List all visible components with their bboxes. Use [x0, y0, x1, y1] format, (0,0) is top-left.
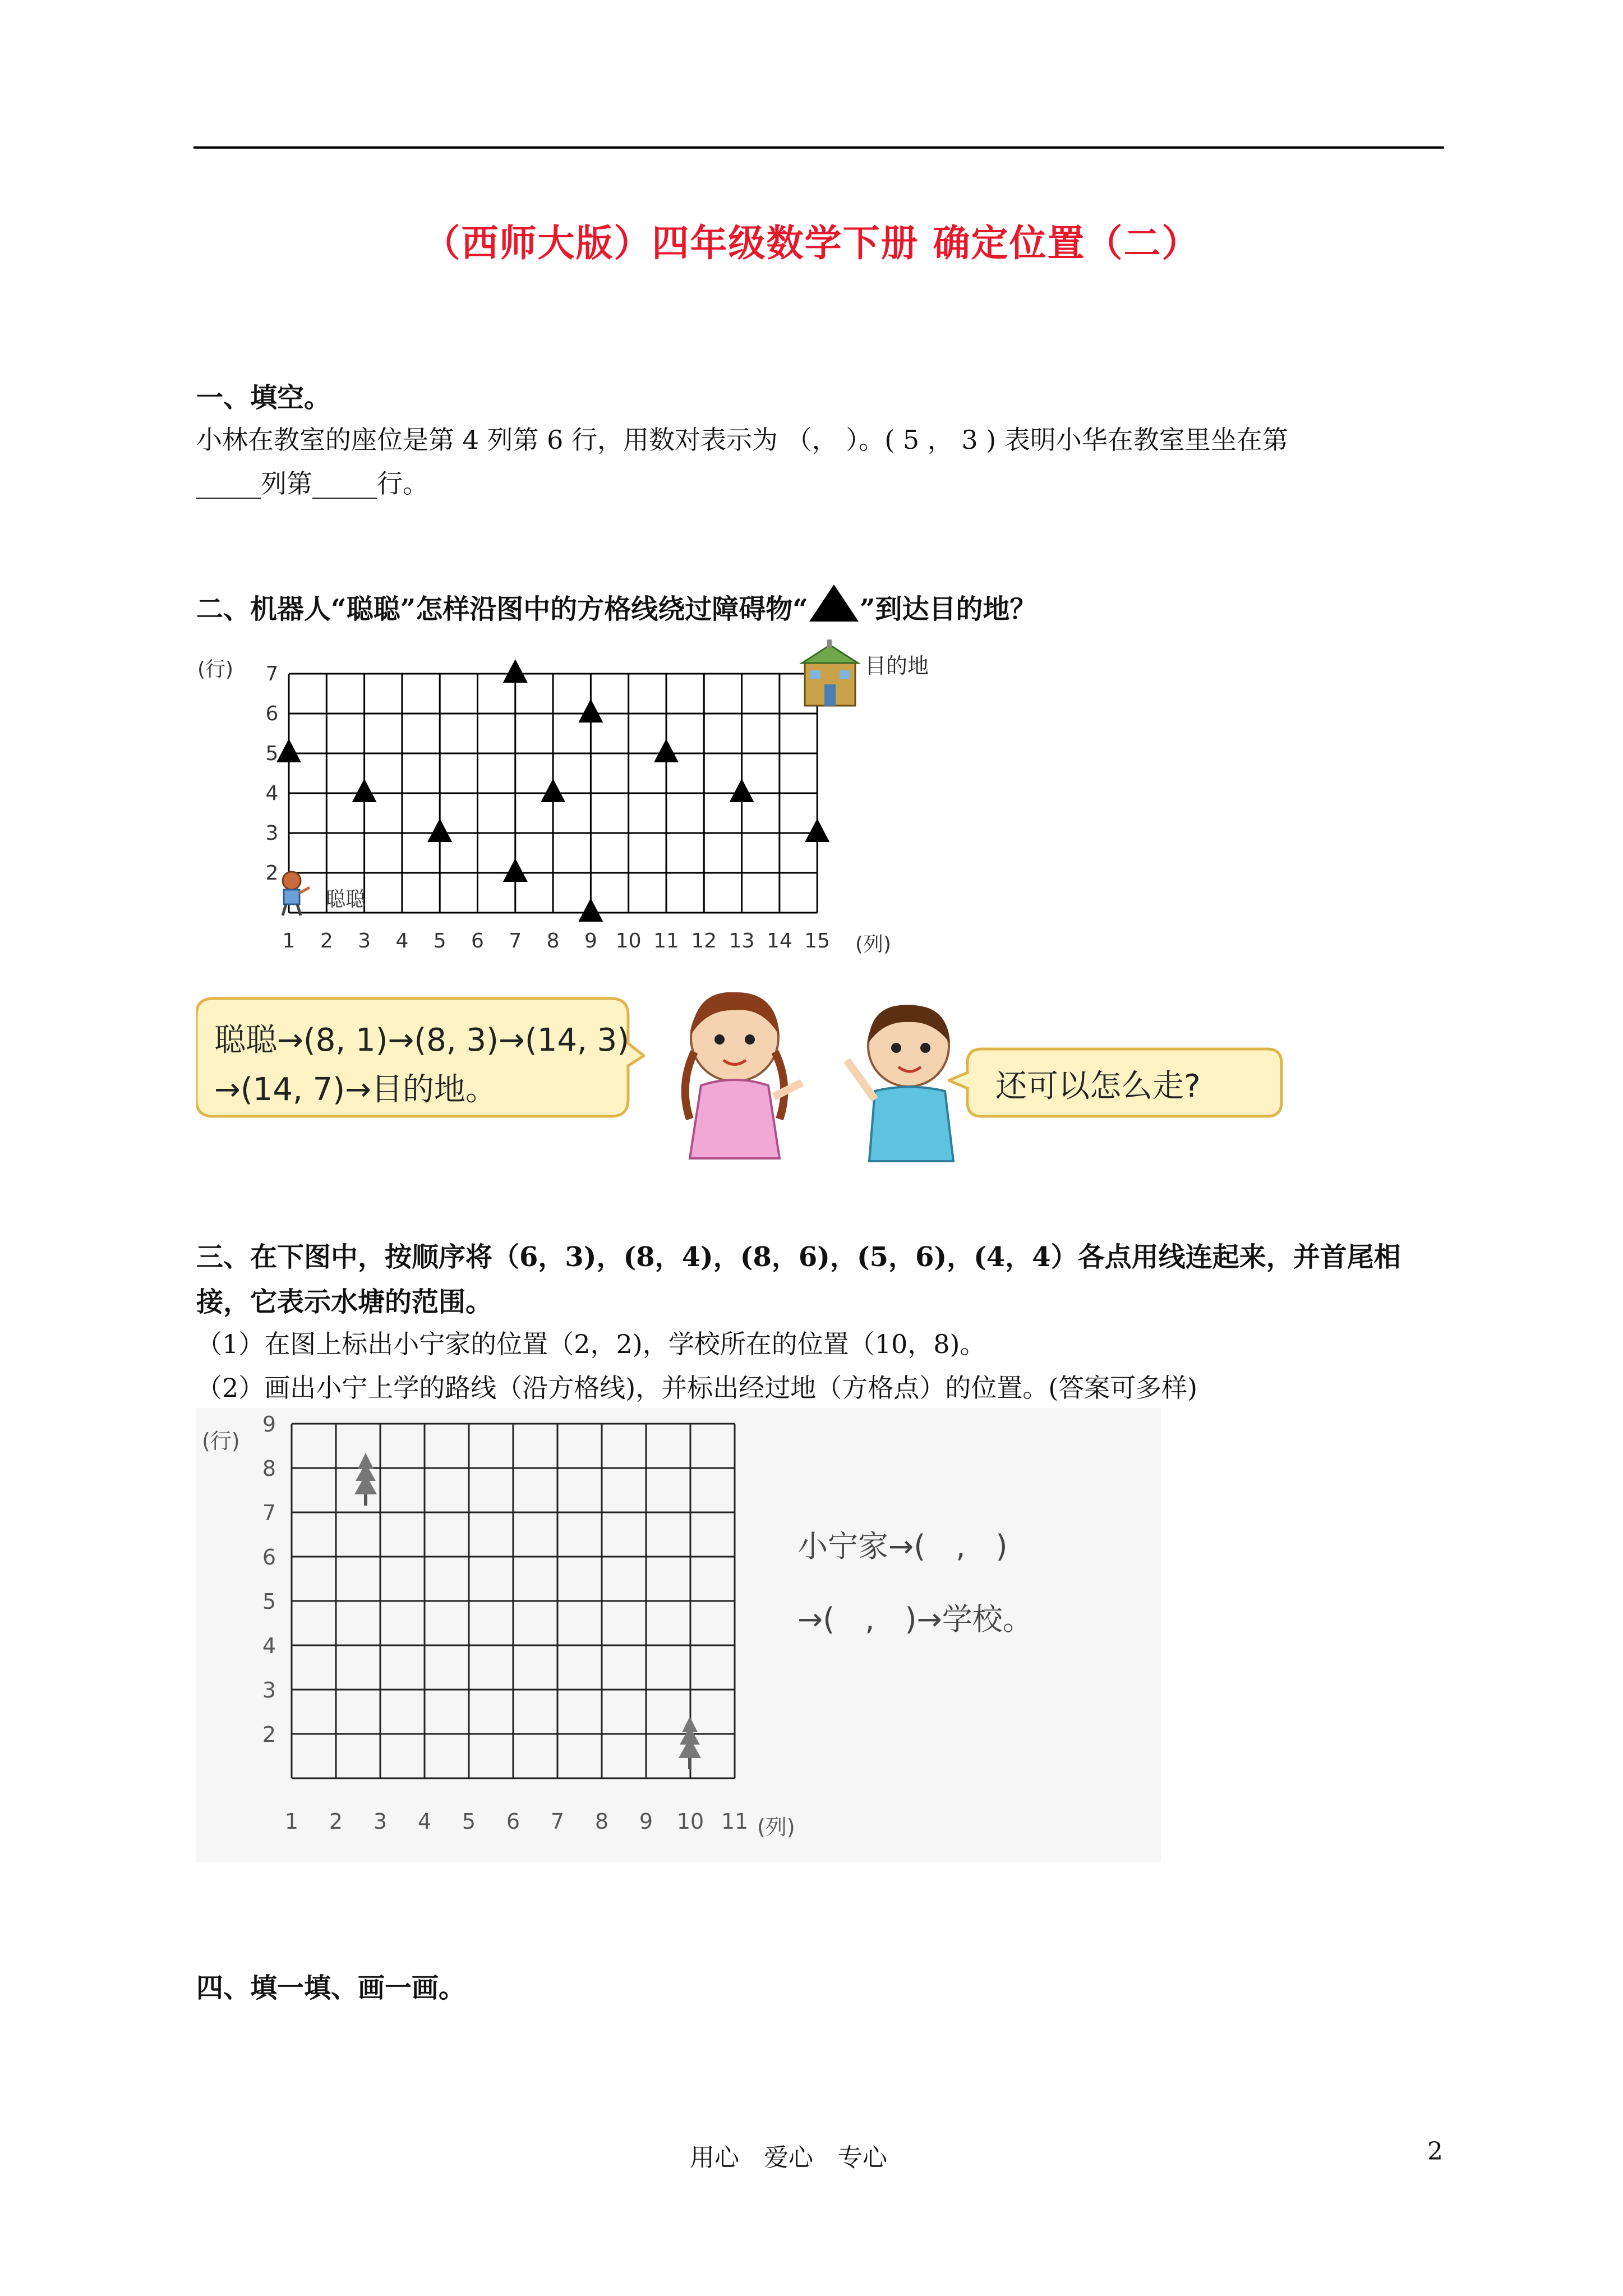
robot-grid: [185, 639, 970, 965]
section2-heading: [196, 583, 1036, 626]
grid2-y-axis-label: (行): [202, 1429, 240, 1453]
obstacle-triangle: [276, 739, 301, 762]
grid2-y-tick: 4: [262, 1634, 276, 1658]
grid2-x-tick: 9: [639, 1809, 653, 1834]
pond-grid: [196, 1408, 1161, 1862]
grid2-x-tick: 8: [594, 1809, 609, 1834]
grid2-x-tick: 4: [417, 1809, 432, 1834]
grid1-y-tick: 3: [265, 822, 279, 845]
girl-bubble-line2: →(14, 7)→目的地。: [214, 1071, 497, 1108]
footer-text: 用心 爱心 专心: [690, 2143, 887, 2172]
section1-line1: 小林在教室的座位是第 4 列第 6 行，用数对表示为 （， ）。( 5 ， 3 ) 表明小华在教室里坐在第: [196, 425, 1288, 455]
grid2-x-tick: 1: [284, 1809, 299, 1834]
section3-item1: （1）在图上标出小宁家的位置（2，2)，学校所在的位置（10，8)。: [196, 1329, 986, 1359]
grid2-y-tick: 6: [262, 1545, 276, 1570]
robot-icon: [283, 872, 310, 915]
obstacle-triangle: [805, 818, 829, 842]
grid1-x-tick: 9: [584, 930, 597, 953]
obstacle-triangle: [578, 699, 603, 723]
grid1-x-tick: 13: [728, 930, 755, 953]
route-line2: →( , )→学校。: [797, 1602, 1033, 1637]
grid2-y-tick: 5: [262, 1589, 276, 1614]
grid1-x-tick: 2: [320, 930, 333, 953]
grid2-y-tick: 7: [262, 1501, 276, 1525]
grid2-x-axis-label: (列): [757, 1815, 795, 1839]
grid2-x-tick: 5: [462, 1809, 476, 1834]
grid1-y-tick: 5: [265, 742, 279, 765]
grid2-x-tick: 2: [329, 1809, 343, 1834]
grid1-x-tick: 6: [471, 930, 484, 953]
obstacle-triangle: [654, 739, 679, 762]
girl-illustration-icon: [662, 984, 808, 1164]
route-line1: 小宁家→( , ): [797, 1529, 1008, 1564]
section4-heading: 四、填一填、画一画。: [196, 1972, 466, 2004]
grid2-y-tick: 3: [262, 1678, 276, 1703]
obstacle-triangle-icon: [808, 583, 860, 623]
grid1-x-axis-label: (列): [855, 933, 892, 956]
grid1-x-tick: 5: [433, 930, 446, 953]
school-building-icon: [802, 639, 858, 706]
section2-heading-post: ”到达目的地？: [859, 593, 1037, 625]
grid1-x-tick: 7: [509, 930, 522, 953]
grid2-x-tick: 10: [676, 1809, 704, 1834]
page-title: （西师大版）四年级数学下册 确定位置（二）: [423, 222, 1200, 265]
section3-item2: （2）画出小宁上学的路线（沿方格线)，并标出经过地（方格点）的位置。(答案可多样): [196, 1373, 1198, 1403]
grid2-x-tick: 6: [506, 1809, 520, 1834]
grid2-x-tick: 7: [550, 1809, 565, 1834]
grid1-y-axis-label: (行): [197, 658, 234, 681]
destination-label: 目的地: [865, 654, 929, 678]
grid1-x-tick: 12: [691, 930, 717, 953]
grid1-x-tick: 4: [395, 930, 409, 953]
obstacle-triangle: [503, 659, 528, 683]
grid1-y-tick: 6: [265, 702, 279, 725]
grid1-y-tick: 7: [265, 662, 279, 685]
section3-heading-line1: 三、在下图中，按顺序将（6，3)，(8，4)，(8，6)，(5，6)，(4，4）各点用线连起来，并首尾相: [196, 1241, 1401, 1273]
obstacle-triangle: [427, 818, 452, 842]
grid2-x-tick: 11: [721, 1809, 749, 1834]
grid1-x-tick: 10: [615, 930, 642, 953]
page-number: 2: [1427, 2137, 1443, 2166]
section1-line2: _____列第_____行。: [196, 468, 428, 499]
grid1-x-tick: 11: [653, 930, 679, 953]
section3-heading-line2: 接，它表示水塘的范围。: [196, 1286, 493, 1318]
obstacle-triangle: [503, 858, 528, 882]
section2-heading-pre: 二、机器人“聪聪”怎样沿图中的方格线绕过障碍物“: [196, 593, 808, 625]
grid1-x-tick: 15: [804, 930, 831, 953]
grid1-x-tick: 1: [282, 930, 296, 953]
obstacle-triangle: [541, 779, 565, 802]
grid2-y-tick: 2: [262, 1722, 276, 1747]
grid1-y-tick: 4: [265, 782, 279, 805]
header-rule: [193, 146, 1444, 149]
grid2-x-tick: 3: [373, 1809, 388, 1834]
grid1-x-tick: 14: [766, 930, 792, 953]
girl-bubble-line1: 聪聪→(8, 1)→(8, 3)→(14, 3): [214, 1022, 630, 1059]
obstacle-triangle: [578, 898, 603, 922]
obstacle-triangle: [352, 779, 377, 802]
obstacle-triangle: [730, 779, 754, 802]
grid2-y-tick: 8: [262, 1456, 276, 1481]
boy-bubble-text: 还可以怎么走?: [995, 1068, 1201, 1105]
grid1-y-tick: 2: [265, 862, 279, 885]
robot-label: 聪聪: [325, 888, 366, 911]
grid1-x-tick: 3: [358, 930, 371, 953]
section1-heading: 一、填空。: [196, 382, 331, 413]
grid2-y-tick: 9: [262, 1412, 276, 1437]
grid1-x-tick: 8: [546, 930, 560, 953]
